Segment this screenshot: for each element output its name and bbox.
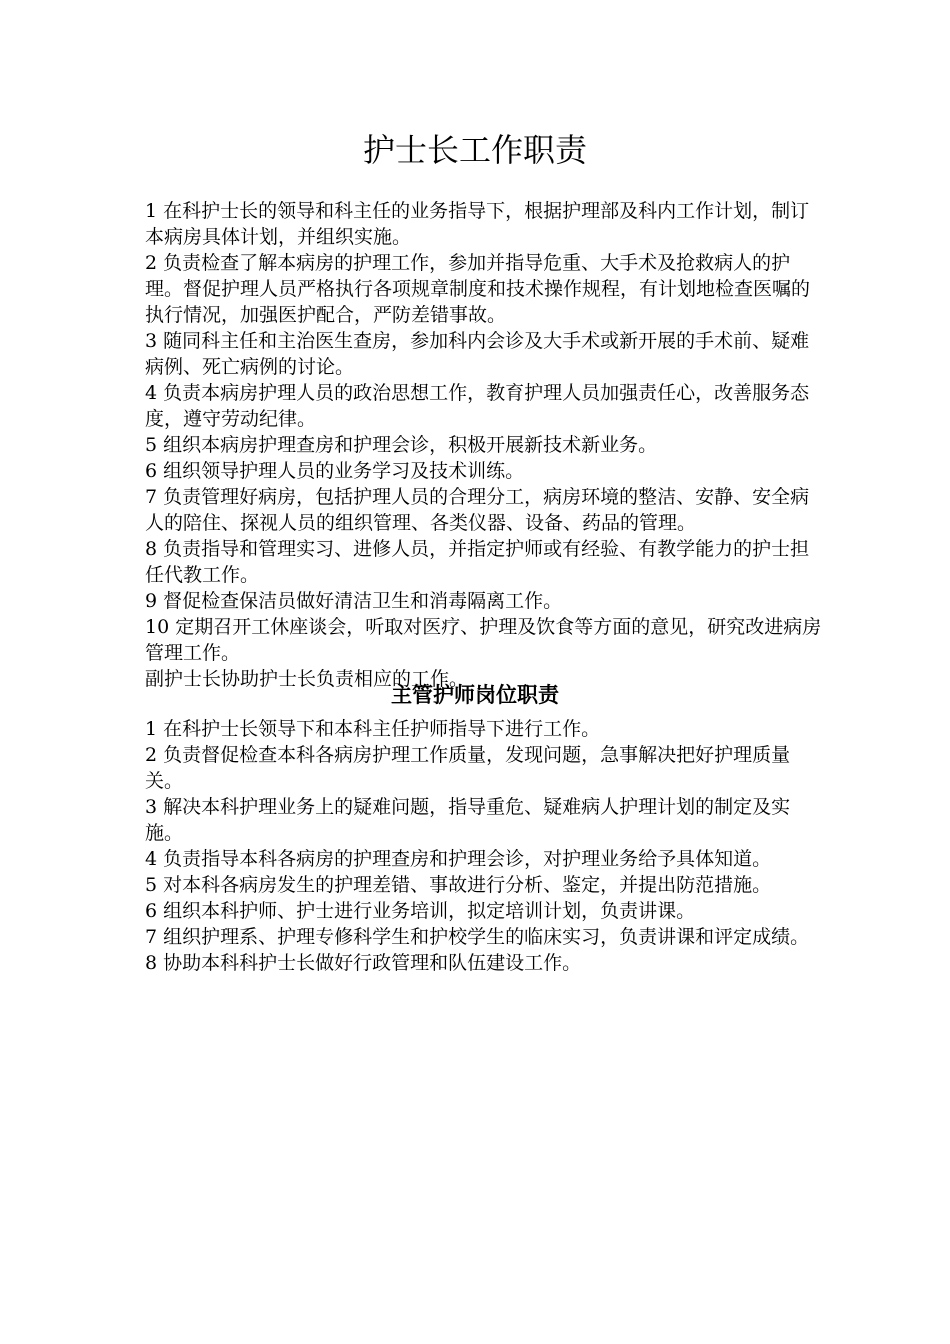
duty-paragraph: 4 负责本病房护理人员的政治思想工作，教育护理人员加强责任心，改善服务态度，遵守劳动纪律。 [145,382,810,430]
duty-paragraph: 1 在科护士长的领导和科主任的业务指导下，根据护理部及科内工作计划，制订本病房具体计划，并组织实施。 [145,200,810,248]
duty-paragraph: 5 对本科各病房发生的护理差错、事故进行分析、鉴定，并提出防范措施。 [145,874,772,896]
duty-paragraph: 8 协助本科科护士长做好行政管理和队伍建设工作。 [145,952,582,974]
duty-paragraph: 4 负责指导本科各病房的护理查房和护理会诊，对护理业务给予具体知道。 [145,848,772,870]
duty-paragraph: 副护士长协助护士长负责相应的工作。 [145,668,469,690]
duty-paragraph: 3 随同科主任和主治医生查房，参加科内会诊及大手术或新开展的手术前、疑难病例、死亡病例的讨论。 [145,330,810,378]
duty-paragraph: 9 督促检查保洁员做好清洁卫生和消毒隔离工作。 [145,590,563,612]
duty-paragraph: 1 在科护士长领导下和本科主任护师指导下进行工作。 [145,718,601,740]
duty-paragraph: 5 组织本病房护理查房和护理会诊，积极开展新技术新业务。 [145,434,658,456]
duty-paragraph: 6 组织本科护师、护士进行业务培训，拟定培训计划，负责讲课。 [145,900,696,922]
duty-paragraph: 2 负责督促检查本科各病房护理工作质量，发现问题，急事解决把好护理质量关。 [145,744,791,792]
duty-paragraph: 6 组织领导护理人员的业务学习及技术训练。 [145,460,525,482]
duty-paragraph: 3 解决本科护理业务上的疑难问题，指导重危、疑难病人护理计划的制定及实施。 [145,796,791,844]
document-title: 护士长工作职责 [362,131,587,169]
nurse-head-duties-section [145,198,825,692]
duty-paragraph: 7 负责管理好病房，包括护理人员的合理分工，病房环境的整洁、安静、安全病人的陪住、探视人员的组织管理、各类仪器、设备、药品的管理。 [145,486,810,534]
duty-paragraph: 10 定期召开工休座谈会，听取对医疗、护理及饮食等方面的意见，研究改进病房管理工作。 [145,616,822,664]
section-heading: 主管护师岗位职责 [391,682,559,707]
duty-paragraph: 2 负责检查了解本病房的护理工作，参加并指导危重、大手术及抢救病人的护理。督促护理人员严格执行各项规章制度和技术操作规程，有计划地检查医嘱的执行情况，加强医护配合，严防差错事故。 [145,252,811,326]
supervisor-nurse-duties-section [145,716,825,976]
duty-paragraph: 8 负责指导和管理实习、进修人员，并指定护师或有经验、有教学能力的护士担任代教工作。 [145,538,810,586]
duty-paragraph: 7 组织护理系、护理专修科学生和护校学生的临床实习，负责讲课和评定成绩。 [145,926,810,948]
